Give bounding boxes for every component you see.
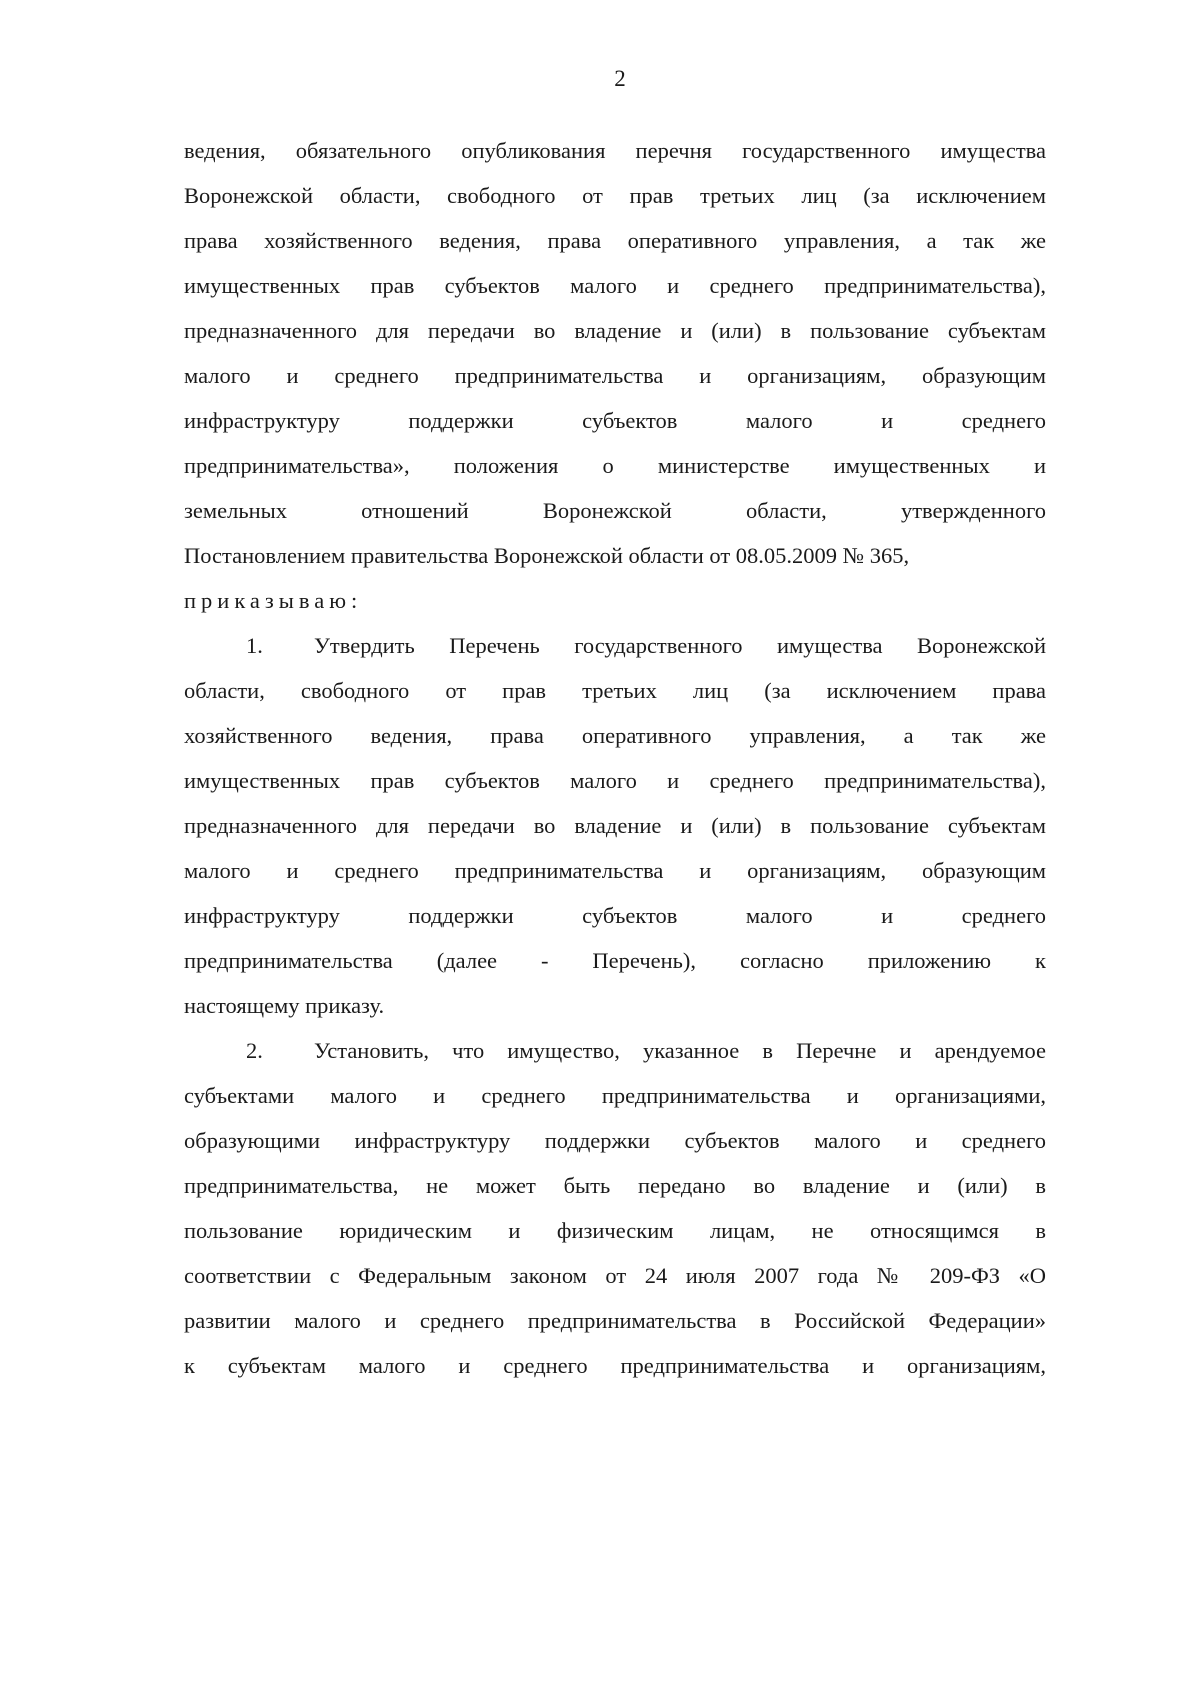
item-1-first-line (184, 623, 1046, 668)
text-line: предпринимательства, не может быть передано во владение и (или) в (184, 1173, 1046, 1198)
text-line: ведения, обязательного опубликования перечня государственного имущества (184, 138, 1046, 163)
page-number: 2 (614, 66, 626, 91)
text-line: пользование юридическим и физическим лицам, не относящимся в (184, 1218, 1046, 1243)
text-line: имущественных прав субъектов малого и среднего предпринимательства), (184, 273, 1046, 298)
text-line: малого и среднего предпринимательства и организациям, образующим (184, 363, 1046, 388)
text-line: Воронежской области, свободного от прав третьих лиц (за исключением (184, 183, 1046, 208)
text-line: хозяйственного ведения, права оперативного управления, а так же (184, 723, 1046, 748)
item-text: Установить, что имущество, указанное в Перечне и арендуемое (314, 1038, 1046, 1063)
text-line: земельных отношений Воронежской области, утвержденного (184, 498, 1046, 523)
text-line: инфраструктуру поддержки субъектов малого и среднего (184, 903, 1046, 928)
text-line: предназначенного для передачи во владение и (или) в пользование субъектам (184, 318, 1046, 343)
text-line: настоящему приказу. (184, 993, 385, 1018)
text-line: права хозяйственного ведения, права оперативного управления, а так же (184, 228, 1046, 253)
text-line: к субъектам малого и среднего предпринимательства и организациям, (184, 1353, 1046, 1378)
text-line: инфраструктуру поддержки субъектов малого и среднего (184, 408, 1046, 433)
order-word: приказываю: (184, 588, 363, 613)
text-line: Постановлением правительства Воронежской области от 08.05.2009 № 365, (184, 543, 910, 568)
text-line: области, свободного от прав третьих лиц (за исключением права (184, 678, 1046, 703)
text-line: образующими инфраструктуру поддержки субъектов малого и среднего (184, 1128, 1046, 1153)
text-line: малого и среднего предпринимательства и организациям, образующим (184, 858, 1046, 883)
text-line: предназначенного для передачи во владение и (или) в пользование субъектам (184, 813, 1046, 838)
item-text: Утвердить Перечень государственного имущества Воронежской (314, 633, 1046, 658)
item-number: 1. (246, 633, 263, 658)
text-line: субъектами малого и среднего предпринимательства и организациями, (184, 1083, 1046, 1108)
text-line: имущественных прав субъектов малого и среднего предпринимательства), (184, 768, 1046, 793)
text-line: соответствии с Федеральным законом от 24 июля 2007 года № 209-ФЗ «О (184, 1263, 1046, 1288)
text-line: развитии малого и среднего предпринимательства в Российской Федерации» (184, 1308, 1046, 1333)
document-body (184, 128, 1046, 1388)
text-line: предпринимательства (далее - Перечень), согласно приложению к (184, 948, 1046, 973)
text-line: предпринимательства», положения о министерстве имущественных и (184, 453, 1046, 478)
item-2-first-line (184, 1028, 1046, 1073)
item-number: 2. (246, 1038, 263, 1063)
